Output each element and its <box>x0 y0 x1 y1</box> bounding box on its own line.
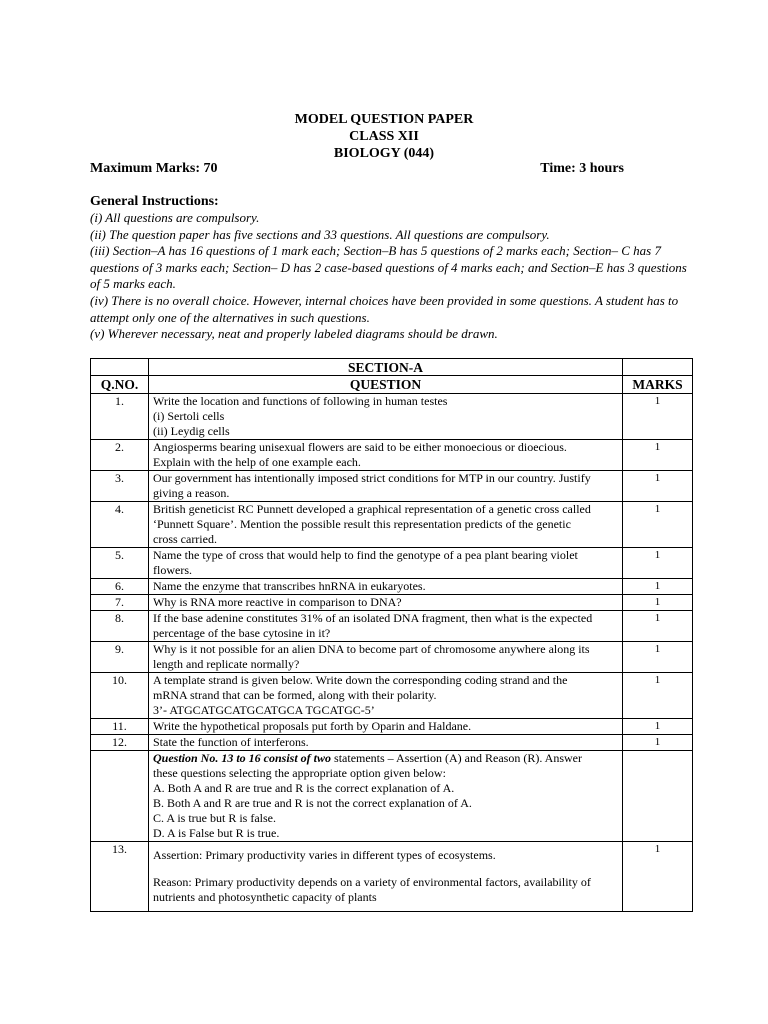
question-row <box>91 719 693 735</box>
question-number: 2. <box>91 440 149 471</box>
question-number: 7. <box>91 595 149 611</box>
question-line: If the base adenine constitutes 31% of an isolated DNA fragment, then what is the expected <box>153 611 593 625</box>
question-text <box>149 735 623 751</box>
question-row <box>91 440 693 471</box>
paper-subject: BIOLOGY (044) <box>333 146 435 161</box>
ar-option: D. A is False but R is true. <box>153 826 280 840</box>
question-line: Explain with the help of one example each. <box>153 455 361 469</box>
ar-option: A. Both A and R are true and R is the correct explanation of A. <box>153 781 455 795</box>
question-line: mRNA strand that can be formed, along with their polarity. <box>153 688 437 702</box>
qno-header: Q.NO. <box>91 376 149 394</box>
question-marks: 1 <box>623 394 693 440</box>
question-line: percentage of the base cytosine in it? <box>153 626 331 640</box>
question-header: QUESTION <box>149 376 623 394</box>
question-marks: 1 <box>623 595 693 611</box>
question-line: 3’- ATGCATGCATGCATGCA TGCATGC-5’ <box>153 703 375 717</box>
question-number: 9. <box>91 642 149 673</box>
instruction-item: (iv) There is no overall choice. However, internal choices have been provided in some questions. A student has to attempt only one of the alternatives in such questions. <box>90 292 679 325</box>
question-marks: 1 <box>623 548 693 579</box>
question-number: 4. <box>91 502 149 548</box>
max-marks: Maximum Marks: 70 <box>90 161 218 176</box>
instruction-item: (iii) Section–A has 16 questions of 1 mark each; Section–B has 5 questions of 2 marks each; Section– C has 7 questions of 3 marks each; Section– D has 2 case-based questions of 4 marks each; and Section–E has 3 questions of 5 marks each. <box>90 243 687 292</box>
reason-text-cont: nutrients and photosynthetic capacity of plants <box>153 890 377 904</box>
question-line: Why is it not possible for an alien DNA to become part of chromosome anywhere along its <box>153 642 590 656</box>
instructions-title: General Instructions: <box>90 194 219 209</box>
question-row <box>91 642 693 673</box>
question-marks: 1 <box>623 735 693 751</box>
question-row <box>91 611 693 642</box>
assertion-reason-instructions <box>149 751 623 842</box>
question-text <box>149 611 623 642</box>
instruction-item: (i) All questions are compulsory. <box>90 210 260 225</box>
question-line: Our government has intentionally imposed strict conditions for MTP in our country. Justify <box>153 471 591 485</box>
question-text <box>149 673 623 719</box>
question-text <box>149 719 623 735</box>
question-rows <box>91 394 693 751</box>
question-row-13 <box>91 842 693 912</box>
question-row <box>91 595 693 611</box>
paper-title: MODEL QUESTION PAPER <box>294 112 474 127</box>
marks-header: MARKS <box>623 376 693 394</box>
question-line: (ii) Leydig cells <box>153 424 230 438</box>
question-marks: 1 <box>623 673 693 719</box>
question-text <box>149 440 623 471</box>
question-row <box>91 673 693 719</box>
question-line: Name the enzyme that transcribes hnRNA in eukaryotes. <box>153 579 426 593</box>
question-line: ‘Punnett Square’. Mention the possible result this representation predicts of the genetic <box>153 517 571 531</box>
question-number: 3. <box>91 471 149 502</box>
question-marks: 1 <box>623 471 693 502</box>
question-number: 5. <box>91 548 149 579</box>
time-allowed: Time: 3 hours <box>540 161 624 176</box>
ar-intro-rest: statements – Assertion (A) and Reason (R). Answer <box>331 751 582 765</box>
ar-option: B. Both A and R are true and R is not the correct explanation of A. <box>153 796 472 810</box>
question-line: Write the location and functions of following in human testes <box>153 394 448 408</box>
question-text <box>149 579 623 595</box>
question-number: 11. <box>91 719 149 735</box>
question-number: 1. <box>91 394 149 440</box>
question-line: State the function of interferons. <box>153 735 309 749</box>
ar-line: these questions selecting the appropriate option given below: <box>153 766 446 780</box>
instruction-item: (ii) The question paper has five sections and 33 questions. All questions are compulsory. <box>90 226 550 242</box>
question-line: Name the type of cross that would help to find the genotype of a pea plant bearing violet <box>153 548 578 562</box>
instruction-item: (v) Wherever necessary, neat and properly labeled diagrams should be drawn. <box>90 326 498 342</box>
question-line: length and replicate normally? <box>153 657 300 671</box>
question-number: 8. <box>91 611 149 642</box>
question-line: (i) Sertoli cells <box>153 409 225 423</box>
paper-class: CLASS XII <box>349 129 419 144</box>
question-line: flowers. <box>153 563 192 577</box>
question-line: Write the hypothetical proposals put forth by Oparin and Haldane. <box>153 719 472 733</box>
question-line: A template strand is given below. Write down the corresponding coding strand and the <box>153 673 568 687</box>
question-text <box>149 642 623 673</box>
question-text <box>149 548 623 579</box>
question-row <box>91 579 693 595</box>
question-text <box>149 471 623 502</box>
question-table <box>90 358 693 912</box>
question-marks: 1 <box>623 642 693 673</box>
question-text <box>149 502 623 548</box>
question-marks: 1 <box>623 842 693 912</box>
question-row <box>91 471 693 502</box>
ar-intro-bold: Question No. 13 to 16 consist of two <box>153 751 332 765</box>
assertion-reason-instructions-row <box>91 751 693 842</box>
question-marks: 1 <box>623 611 693 642</box>
question-line: Why is RNA more reactive in comparison to DNA? <box>153 595 402 609</box>
header-row <box>91 376 693 394</box>
question-line: giving a reason. <box>153 486 230 500</box>
question-row <box>91 502 693 548</box>
question-marks: 1 <box>623 579 693 595</box>
question-row <box>91 735 693 751</box>
question-line: Angiosperms bearing unisexual flowers are said to be either monoecious or dioecious. <box>153 440 567 454</box>
question-line: cross carried. <box>153 532 217 546</box>
question-number: 6. <box>91 579 149 595</box>
reason-text: Reason: Primary productivity depends on a variety of environmental factors, availability of <box>153 875 591 889</box>
question-marks: 1 <box>623 719 693 735</box>
question-marks: 1 <box>623 502 693 548</box>
question-text <box>149 595 623 611</box>
question-marks: 1 <box>623 440 693 471</box>
ar-option: C. A is true but R is false. <box>153 811 276 825</box>
assertion-text: Assertion: Primary productivity varies in different types of ecosystems. <box>153 848 496 862</box>
question-row <box>91 394 693 440</box>
question-line: British geneticist RC Punnett developed a graphical representation of a genetic cross called <box>153 502 591 516</box>
question-number: 12. <box>91 735 149 751</box>
question-row <box>91 548 693 579</box>
question-text <box>149 394 623 440</box>
section-row <box>91 359 693 376</box>
question-number: 10. <box>91 673 149 719</box>
section-label: SECTION-A <box>149 359 623 376</box>
question-text <box>149 842 623 912</box>
instructions-list <box>90 210 690 343</box>
question-number: 13. <box>91 842 149 912</box>
